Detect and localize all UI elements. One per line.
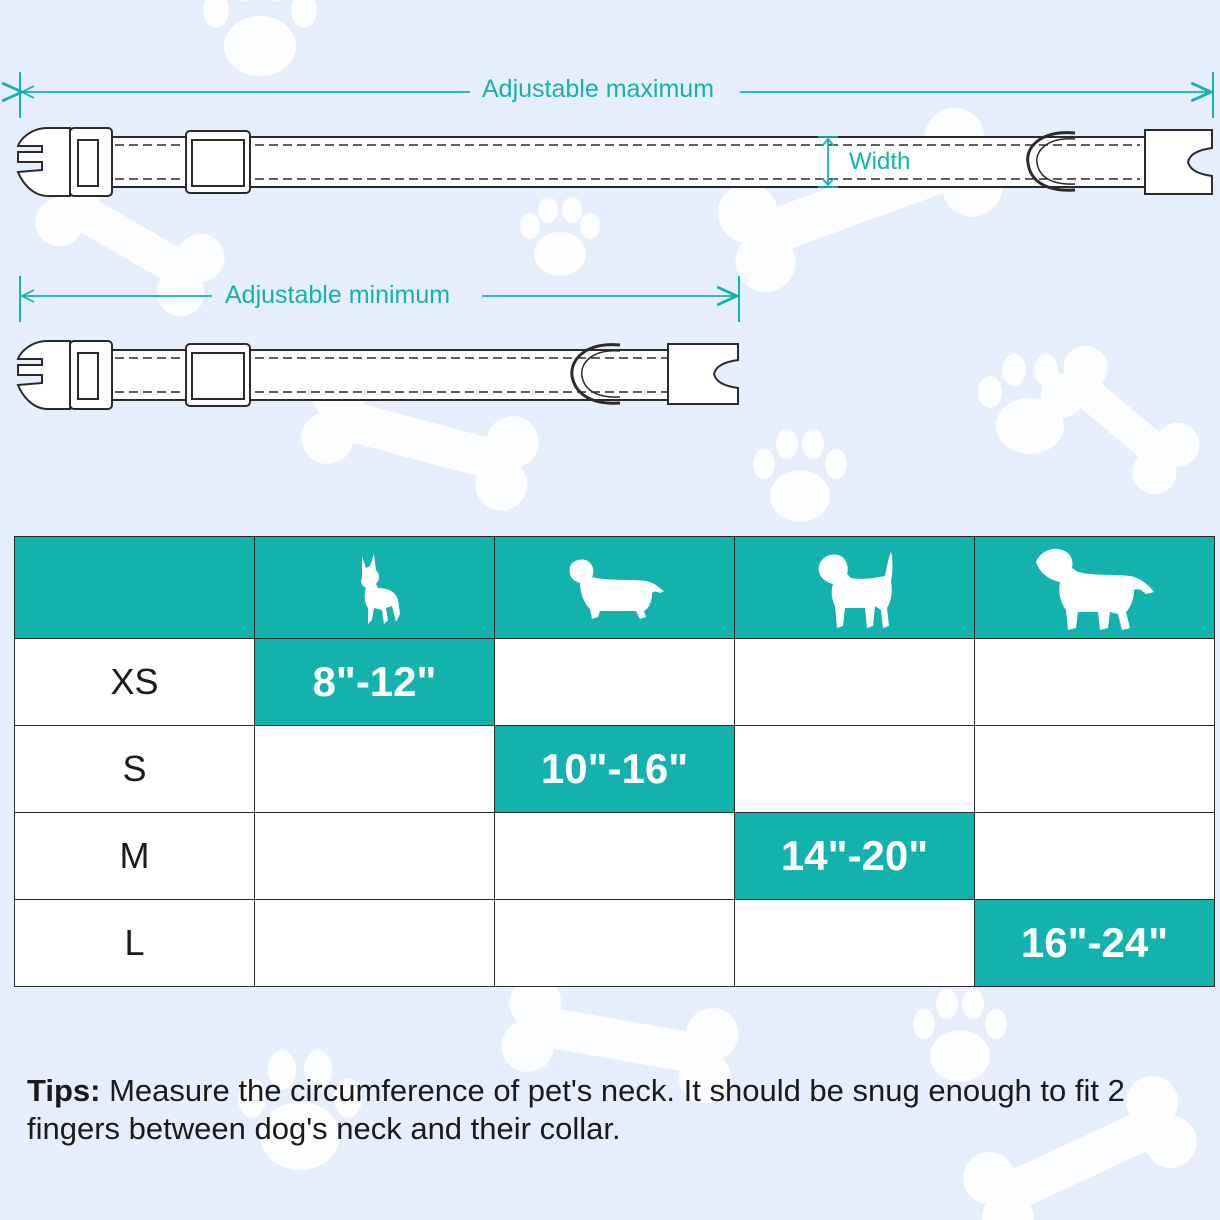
range-cell: 8"-12" bbox=[255, 639, 495, 726]
empty-cell bbox=[495, 639, 735, 726]
size-label: XS bbox=[15, 639, 255, 726]
header-cell bbox=[255, 537, 495, 639]
tips-text bbox=[27, 1072, 1207, 1148]
collar-diagram bbox=[0, 0, 1220, 420]
empty-cell bbox=[735, 726, 975, 813]
header-empty-cell bbox=[15, 537, 255, 639]
range-cell: 14"-20" bbox=[735, 813, 975, 900]
empty-cell bbox=[255, 813, 495, 900]
width-label: Width bbox=[849, 148, 911, 175]
empty-cell bbox=[495, 813, 735, 900]
size-chart-table bbox=[14, 536, 1215, 987]
header-cell bbox=[495, 537, 735, 639]
range-cell: 10"-16" bbox=[495, 726, 735, 813]
tips-label: Tips: bbox=[27, 1073, 101, 1108]
paw-icon bbox=[753, 429, 847, 522]
empty-cell bbox=[975, 726, 1215, 813]
table-row bbox=[15, 813, 1215, 900]
size-label: S bbox=[15, 726, 255, 813]
empty-cell bbox=[255, 726, 495, 813]
empty-cell bbox=[975, 639, 1215, 726]
range-cell: 16"-24" bbox=[975, 900, 1215, 987]
collar-min bbox=[18, 341, 738, 409]
table-row bbox=[15, 726, 1215, 813]
header-cell bbox=[735, 537, 975, 639]
labrador-icon bbox=[1030, 542, 1160, 634]
beagle-icon bbox=[805, 546, 905, 630]
adjustable-min-label: Adjustable minimum bbox=[225, 281, 451, 309]
empty-cell bbox=[495, 900, 735, 987]
empty-cell bbox=[735, 639, 975, 726]
table-header-row bbox=[15, 537, 1215, 639]
chihuahua-icon bbox=[340, 548, 410, 628]
paw-icon bbox=[913, 989, 1007, 1082]
size-label: M bbox=[15, 813, 255, 900]
size-label: L bbox=[15, 900, 255, 987]
empty-cell bbox=[735, 900, 975, 987]
dachshund-icon bbox=[560, 553, 670, 623]
table-row bbox=[15, 900, 1215, 987]
table-row bbox=[15, 639, 1215, 726]
collar-max bbox=[18, 128, 1212, 196]
adjustable-max-label: Adjustable maximum bbox=[482, 75, 715, 103]
empty-cell bbox=[975, 813, 1215, 900]
tips-body: Measure the circumference of pet's neck. It should be snug enough to fit 2 fingers between dog's neck and their collar. bbox=[27, 1073, 1125, 1146]
header-cell bbox=[975, 537, 1215, 639]
empty-cell bbox=[255, 900, 495, 987]
